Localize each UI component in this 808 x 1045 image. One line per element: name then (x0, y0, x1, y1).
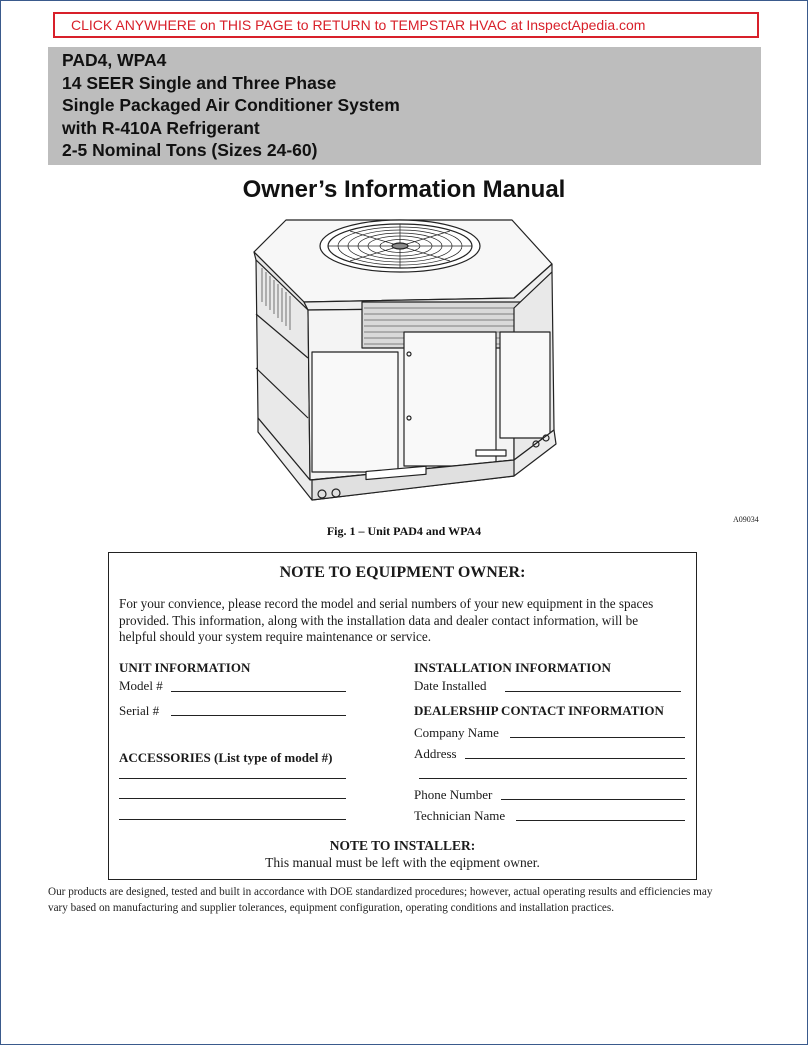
product-header-box (48, 47, 761, 165)
note-paragraph (119, 596, 689, 646)
figure-caption: Fig. 1 – Unit PAD4 and WPA4 (326, 524, 482, 538)
disclaimer-line: Our products are designed, tested and built in accordance with DOE standardized procedures; however, actual operating results and efficiencies may (48, 886, 713, 898)
disclaimer-footer (48, 884, 764, 916)
page-title: Owner’s Information Manual (242, 176, 566, 203)
note-paragraph-line: provided. This information, along with the installation data and dealer contact information, will be (119, 612, 639, 628)
header-line-tons: 2-5 Nominal Tons (Sizes 24-60) (62, 140, 318, 160)
phone-number-field[interactable] (501, 799, 685, 800)
address-label: Address (414, 746, 457, 761)
installer-note-text: This manual must be left with the eqipment owner. (265, 855, 540, 870)
dealership-contact-heading: DEALERSHIP CONTACT INFORMATION (414, 703, 664, 718)
air-conditioner-unit-illustration (246, 218, 566, 516)
technician-name-label: Technician Name (414, 808, 506, 823)
return-to-inspectapedia-link[interactable]: CLICK ANYWHERE on THIS PAGE to RETURN to TEMPSTAR HVAC at InspectApedia.com (53, 12, 759, 38)
header-line-refrigerant: with R-410A Refrigerant (62, 117, 260, 138)
product-header-lines (62, 49, 400, 162)
header-line-seer: 14 SEER Single and Three Phase (62, 72, 337, 93)
address-field-1[interactable] (465, 758, 685, 759)
installer-note-title: NOTE TO INSTALLER: (329, 838, 476, 853)
address-field-2[interactable] (419, 778, 687, 779)
date-installed-label: Date Installed (414, 678, 487, 693)
serial-number-field[interactable] (171, 715, 346, 716)
installation-information-heading: INSTALLATION INFORMATION (414, 660, 611, 675)
accessories-field-1[interactable] (119, 778, 346, 779)
model-number-field[interactable] (171, 691, 346, 692)
accessories-heading: ACCESSORIES (List type of model #) (119, 750, 333, 765)
serial-number-label: Serial # (119, 703, 160, 718)
accessories-field-2[interactable] (119, 798, 346, 799)
note-paragraph-line: helpful should your system require maintenance or service. (119, 629, 432, 644)
equipment-owner-note-box (108, 552, 697, 880)
model-number-label: Model # (119, 678, 163, 693)
phone-number-label: Phone Number (414, 787, 493, 802)
date-installed-field[interactable] (505, 691, 681, 692)
header-line-models: PAD4, WPA4 (62, 50, 167, 70)
technician-name-field[interactable] (516, 820, 685, 821)
note-title: NOTE TO EQUIPMENT OWNER: (279, 564, 526, 581)
unit-information-heading: UNIT INFORMATION (119, 660, 251, 675)
figure-code: A09034 (733, 515, 759, 524)
note-paragraph-line: For your convience, please record the model and serial numbers of your new equipment in the spaces (119, 596, 654, 611)
accessories-field-3[interactable] (119, 819, 346, 820)
company-name-field[interactable] (510, 737, 685, 738)
company-name-label: Company Name (414, 725, 499, 740)
disclaimer-line: vary based on manufacturing and supplier tolerances, equipment configuration, operating conditions and installation practices. (48, 902, 615, 914)
header-line-system: Single Packaged Air Conditioner System (62, 95, 400, 115)
